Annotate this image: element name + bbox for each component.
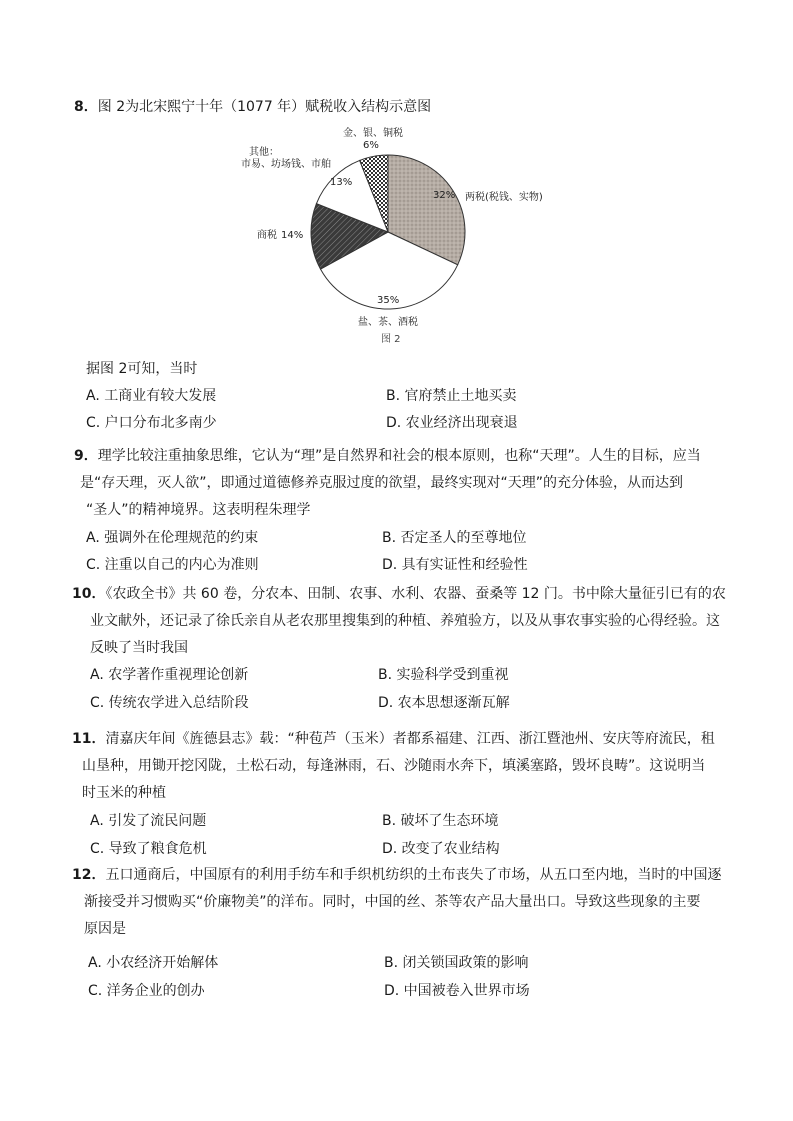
q11-option-c[interactable]: C. 导致了粮食危机 <box>90 841 207 857</box>
q9-number: 9． <box>74 448 98 464</box>
q10-line-1 <box>72 585 726 603</box>
label-liangshui: 两税(税钱、实物) <box>465 192 543 203</box>
q11-option-d[interactable]: D. 改变了农业结构 <box>382 841 500 857</box>
q9-option-d[interactable]: D. 具有实证性和经验性 <box>382 557 528 573</box>
q10-option-b[interactable]: B. 实验科学受到重视 <box>378 667 509 683</box>
q12-number: 12． <box>72 867 106 883</box>
q12-line-1 <box>72 866 721 884</box>
pct-shangshui: 14% <box>281 230 304 241</box>
q11-line-1 <box>72 730 715 748</box>
q8-after: 据图 2可知，当时 <box>86 361 198 377</box>
label-other-2: 市易、坊场钱、市舶 <box>241 159 331 170</box>
label-shangshui: 商税 <box>257 230 277 241</box>
q12-option-d[interactable]: D. 中国被卷入世界市场 <box>384 983 530 999</box>
q10-option-c[interactable]: C. 传统农学进入总结阶段 <box>90 695 249 711</box>
q11-text-1: 清嘉庆年间《旌德县志》载：“种苞芦（玉米）者都系福建、江西、浙江暨池州、安庆等府流民，租 <box>105 731 715 747</box>
q10-line-3: 反映了当时我国 <box>90 640 188 656</box>
q12-text-1: 五口通商后，中国原有的利用手纺车和手织机纺织的土布丧失了市场，从五口至内地，当时的中国逐 <box>105 867 722 883</box>
q12-option-b[interactable]: B. 闭关锁国政策的影响 <box>384 955 529 971</box>
q10-option-d[interactable]: D. 农本思想逐渐瓦解 <box>378 695 510 711</box>
q9-option-a[interactable]: A. 强调外在伦理规范的约束 <box>86 530 259 546</box>
q12-option-c[interactable]: C. 洋务企业的创办 <box>88 983 205 999</box>
tax-structure-pie-chart <box>235 120 555 352</box>
q8-stem: 图 2为北宋熙宁十年（1077 年）赋税收入结构示意图 <box>97 99 432 115</box>
q11-number: 11． <box>72 731 106 747</box>
q9-text-1: 理学比较注重抽象思维，它认为“理”是自然界和社会的根本原则，也称“天理”。人生的目标，应当 <box>97 448 701 464</box>
q11-option-a[interactable]: A. 引发了流民问题 <box>90 813 207 829</box>
chart-caption: 图 2 <box>381 334 401 345</box>
q11-line-2: 山垦种，用锄开挖冈陇，土松石动，每逢淋雨，石、沙随雨水奔下，填溪塞路，毁坏良畴”。这说明当 <box>82 758 706 774</box>
q10-line-2: 业文献外，还记录了徐氏亲自从老农那里搜集到的种植、养殖验方，以及从事农事实验的心得经验。这 <box>90 613 720 629</box>
q8-number: 8． <box>74 99 98 115</box>
q9-line-3: “圣人”的精神境界。这表明程朱理学 <box>86 502 311 518</box>
q10-number: 10． <box>72 586 106 602</box>
pct-liangshui: 32% <box>433 190 456 201</box>
pct-jinyin: 6% <box>363 140 379 151</box>
q9-option-b[interactable]: B. 否定圣人的至尊地位 <box>382 530 527 546</box>
q10-text-1: 《农政全书》共 60 卷，分农本、田制、农事、水利、农器、蚕桑等 12 门。书中除大量征引已有的农 <box>105 586 726 602</box>
q8-option-b[interactable]: B. 官府禁止土地买卖 <box>386 388 517 404</box>
label-other-1: 其他： <box>249 147 279 158</box>
q8-option-a[interactable]: A. 工商业有较大发展 <box>86 388 217 404</box>
q11-option-b[interactable]: B. 破坏了生态环境 <box>382 813 499 829</box>
pct-yancha: 35% <box>377 295 400 306</box>
q12-line-2: 渐接受并习惯购买“价廉物美”的洋布。同时，中国的丝、茶等农产品大量出口。导致这些现象的主要 <box>84 894 701 910</box>
label-yancha: 盐、茶、酒税 <box>358 317 418 328</box>
q8-stem-line <box>74 98 431 116</box>
pct-other: 13% <box>330 177 353 188</box>
q8-option-c[interactable]: C. 户口分布北多南少 <box>86 415 217 431</box>
q10-option-a[interactable]: A. 农学著作重视理论创新 <box>90 667 249 683</box>
q9-line-1 <box>74 447 701 465</box>
q11-line-3: 时玉米的种植 <box>82 785 166 801</box>
q9-line-2: 是“存天理，灭人欲”，即通过道德修养克服过度的欲望，最终实现对“天理”的充分体验，从而达到 <box>80 475 684 491</box>
q12-option-a[interactable]: A. 小农经济开始解体 <box>88 955 219 971</box>
q12-line-3: 原因是 <box>84 921 126 937</box>
label-jinyin: 金、银、铜税 <box>343 128 403 139</box>
q9-option-c[interactable]: C. 注重以自己的内心为准则 <box>86 557 259 573</box>
q8-option-d[interactable]: D. 农业经济出现衰退 <box>386 415 518 431</box>
